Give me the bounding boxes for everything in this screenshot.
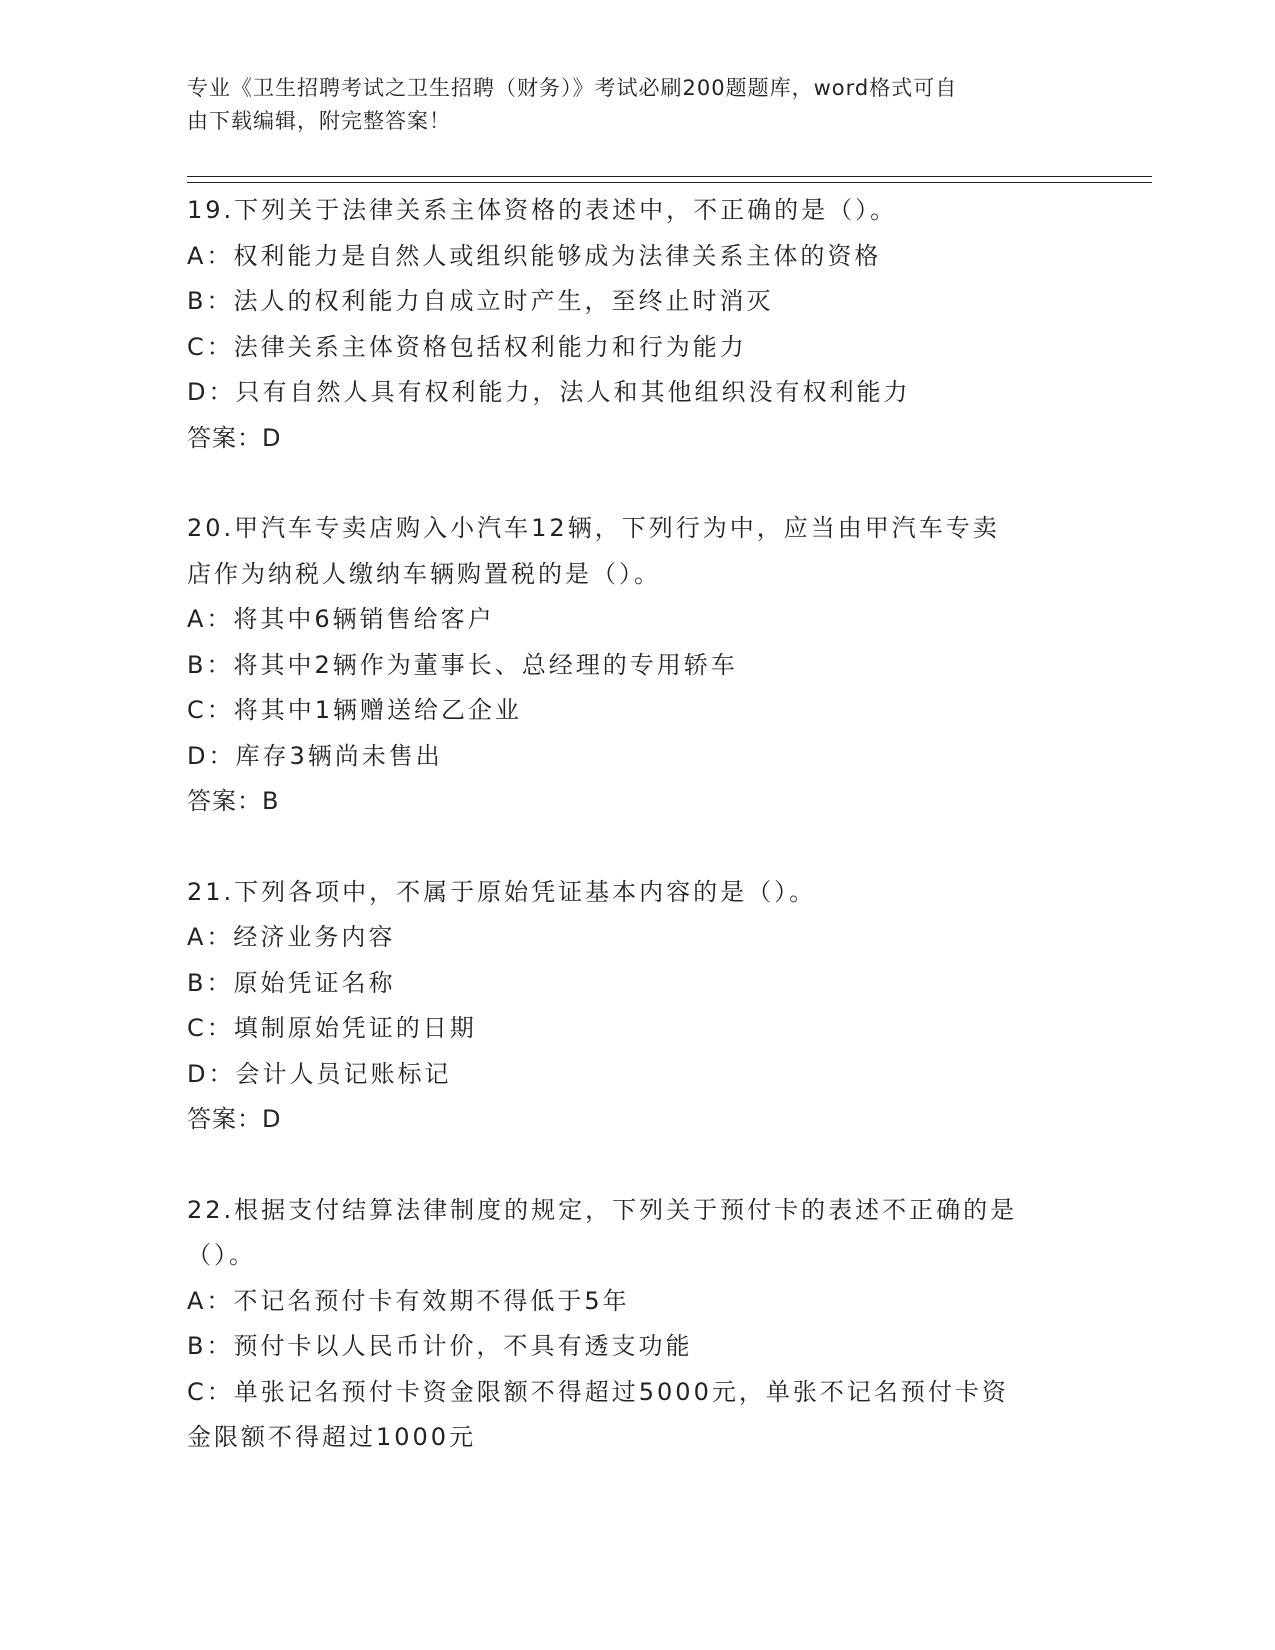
question-stem-continued: 店作为纳税人缴纳车辆购置税的是（）。 <box>187 559 661 588</box>
question-21 <box>187 870 1087 1143</box>
question-stem: 20.甲汽车专卖店购入小汽车12辆，下列行为中，应当由甲汽车专卖 <box>187 514 1000 542</box>
question-stem-continued: （）。 <box>187 1241 256 1269</box>
question-19 <box>187 188 1087 461</box>
question-stem: 21.下列各项中，不属于原始凭证基本内容的是（）。 <box>187 877 817 906</box>
option-c: C：法律关系主体资格包括权利能力和行为能力 <box>187 332 747 361</box>
option-a: A：将其中6辆销售给客户 <box>187 605 495 633</box>
option-c: C：将其中1辆赠送给乙企业 <box>187 696 523 724</box>
answer: 答案：D <box>187 423 282 452</box>
header-line-1: 专业《卫生招聘考试之卫生招聘（财务）》考试必刷200题题库，word格式可自 <box>187 76 958 100</box>
question-list <box>187 188 1087 1506</box>
option-d: D：只有自然人具有权利能力，法人和其他组织没有权利能力 <box>187 378 911 406</box>
option-b: B：法人的权利能力自成立时产生，至终止时消灭 <box>187 287 774 315</box>
option-b: B：原始凭证名称 <box>187 968 396 997</box>
option-c: C：填制原始凭证的日期 <box>187 1014 477 1042</box>
document-header <box>187 72 1067 138</box>
option-c: C：单张记名预付卡资金限额不得超过5000元，单张不记名预付卡资 <box>187 1377 1009 1406</box>
question-20 <box>187 506 1087 825</box>
header-divider-top <box>187 176 1152 177</box>
option-d: D：库存3辆尚未售出 <box>187 741 443 770</box>
option-d: D：会计人员记账标记 <box>187 1059 452 1088</box>
answer: 答案：D <box>187 1105 282 1133</box>
answer: 答案：B <box>187 787 280 815</box>
question-22 <box>187 1188 1087 1461</box>
header-divider-bottom <box>187 182 1152 183</box>
question-stem: 19.下列关于法律关系主体资格的表述中，不正确的是（）。 <box>187 196 898 224</box>
option-c-continued: 金限额不得超过1000元 <box>187 1423 477 1451</box>
option-b: B：预付卡以人民币计价，不具有透支功能 <box>187 1332 693 1360</box>
header-line-2: 由下载编辑，附完整答案！ <box>187 109 451 133</box>
option-b: B：将其中2辆作为董事长、总经理的专用轿车 <box>187 650 738 679</box>
option-a: A：经济业务内容 <box>187 923 396 951</box>
option-a: A：不记名预付卡有效期不得低于5年 <box>187 1286 630 1315</box>
option-a: A：权利能力是自然人或组织能够成为法律关系主体的资格 <box>187 241 882 270</box>
question-stem: 22.根据支付结算法律制度的规定，下列关于预付卡的表述不正确的是 <box>187 1195 1018 1224</box>
